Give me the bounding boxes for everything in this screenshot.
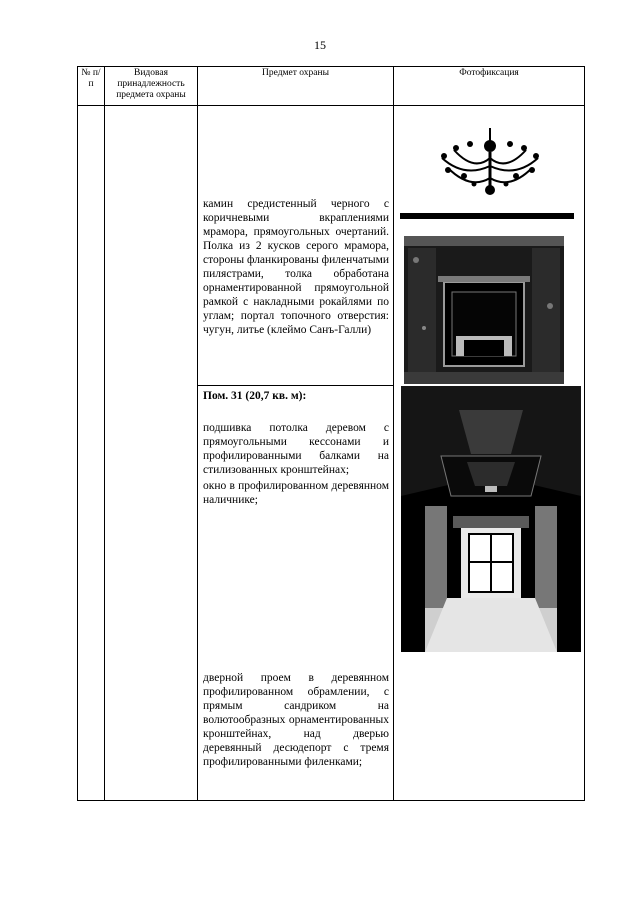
room-photo [401, 386, 581, 652]
table-right-border [584, 66, 585, 801]
header-bottom-border [77, 105, 585, 106]
header-photo: Фотофиксация [459, 68, 519, 78]
header-subject: Предмет охраны [262, 68, 329, 78]
chandelier-photo [434, 128, 546, 200]
col-divider-2 [197, 66, 198, 801]
row-divider-room [197, 385, 393, 386]
window-description: окно в профилированном деревянном наличнике; [203, 480, 389, 506]
ceiling-description: подшивка потолка деревом с прямоугольными кессонами и профилированными балками на стилизованных кронштейнах; [203, 422, 389, 476]
col-divider-1 [104, 66, 105, 801]
ceiling-strip [400, 213, 574, 219]
fireplace-description: камин средистенный черного с коричневыми вкраплениями мрамора, прямоугольных очертаний. Полка из 2 кусков серого мрамора, стороны фланкированы филенчатыми пилястрами, толка обработана орнаментированной прямоугольной рамкой с накладными рокайлями по углам; портал топочного отверстия: чугун, литье (клеймо Санъ-Галли) [203, 198, 389, 336]
page-number: 15 [314, 38, 326, 52]
header-type: Видовая принадлежность предмета охраны [116, 68, 186, 100]
table-bottom-border [77, 800, 585, 801]
table-top-border [77, 66, 585, 67]
fireplace-photo [404, 236, 564, 384]
col-divider-3 [393, 66, 394, 801]
room-heading: Пом. 31 (20,7 кв. м): [203, 390, 307, 402]
door-description: дверной проем в деревянном профилированном обрамлении, с прямым сандриком на волютообразных орнаментированных кронштейнах, над дверью деревянный десюдепорт с тремя профилированными филенками; [203, 672, 389, 768]
header-num: № п/п [81, 68, 101, 89]
table-left-border [77, 66, 78, 801]
